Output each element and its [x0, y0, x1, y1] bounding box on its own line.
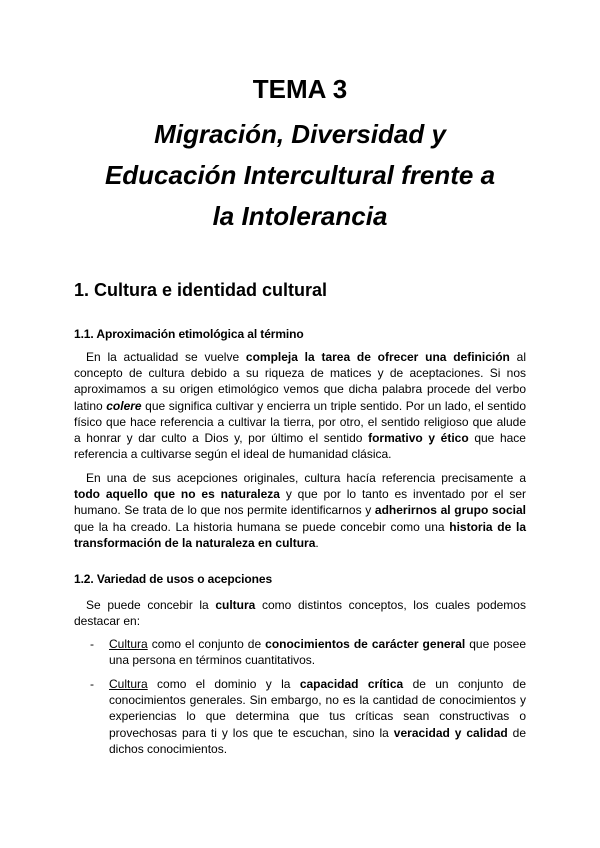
item2-text-2: de un conjunto de conocimientos generales. Sin embargo, no es la cantidad de conocimientos y experiencias lo que determina que tus críticas sean constructivas o provechosas para ti y los que te escuchan, sino la	[109, 677, 527, 740]
item1-bold-1: conocimientos de carácter general	[265, 637, 466, 651]
list-item	[90, 636, 526, 668]
p1-bold-1: compleja la tarea de ofrecer una definición	[245, 350, 510, 364]
title-line-2: Educación Intercultural frente a	[104, 160, 496, 190]
item2-bold-2: veracidad y calidad	[393, 725, 508, 740]
paragraph-3	[74, 597, 526, 629]
p2-text-2: y que por lo tanto es inventado por el ser humano. Se trata de lo que nos permite identificarnos y	[74, 487, 526, 518]
p1-text-4: que hace referencia a cultivarse según el ideal de humanidad clásica.	[74, 431, 526, 462]
item2-bold-1: capacidad crítica	[299, 677, 404, 691]
section-heading: 1. Cultura e identidad cultural	[74, 280, 328, 300]
p3-text-2: como distintos conceptos, los cuales podemos destacar en:	[74, 598, 526, 629]
list-dash: -	[90, 677, 94, 691]
list-item-text	[109, 676, 526, 757]
item2-text-1: como el dominio y la	[147, 677, 300, 691]
p1-text-1: En la actualidad se vuelve	[86, 350, 246, 364]
list-item-text	[109, 636, 526, 668]
subsection-heading-1-1: 1.1. Aproximación etimológica al término	[74, 327, 304, 341]
p3-text-1: Se puede concebir la	[86, 598, 216, 612]
p3-bold-1: cultura	[215, 598, 256, 612]
title-block	[0, 74, 600, 237]
p1-text-3: que significa cultivar y encierra un triple sentido. Por un lado, el sentido físico que hace referencia a cultivar la tierra, por otro, el sentido religioso que alude a honrar y dar culto a Dios y, por último el sentido	[74, 398, 526, 446]
item2-underlined: Cultura	[109, 677, 148, 691]
item1-underlined: Cultura	[109, 637, 148, 651]
list-item	[90, 676, 526, 757]
title-line-3: la Intolerancia	[212, 201, 388, 231]
p2-text-1: En una de sus acepciones originales, cultura hacía referencia precisamente a	[86, 471, 526, 485]
paragraph-2	[74, 470, 526, 551]
p1-text-2: al concepto de cultura debido a su riqueza de matices y de aceptaciones. Si nos aproximamos a su origen etimológico vemos que dicha palabra procede del verbo latino	[74, 350, 526, 413]
p2-bold-3: historia de la transformación de la naturaleza en cultura	[74, 519, 526, 550]
list-dash: -	[90, 637, 94, 651]
p1-bold-2: colere	[106, 398, 142, 413]
p2-bold-1: todo aquello que no es naturaleza	[74, 487, 280, 502]
item2-text-3: de dichos conocimientos.	[109, 725, 526, 756]
title-line-1: Migración, Diversidad y	[154, 119, 446, 149]
subsection-heading-1-2: 1.2. Variedad de usos o acepciones	[74, 572, 273, 586]
p2-bold-2: adherirnos al grupo social	[374, 503, 526, 518]
item1-text-2: que posee una persona en términos cuantitativos.	[109, 637, 526, 668]
item1-text-1: como el conjunto de	[147, 637, 266, 651]
tema-label: TEMA 3	[252, 74, 348, 104]
paragraph-1	[74, 349, 526, 462]
p2-text-4: .	[315, 535, 319, 550]
p1-bold-3: formativo y ético	[368, 431, 469, 446]
p2-text-3: que la ha creado. La historia humana se puede concebir como una	[74, 519, 450, 534]
